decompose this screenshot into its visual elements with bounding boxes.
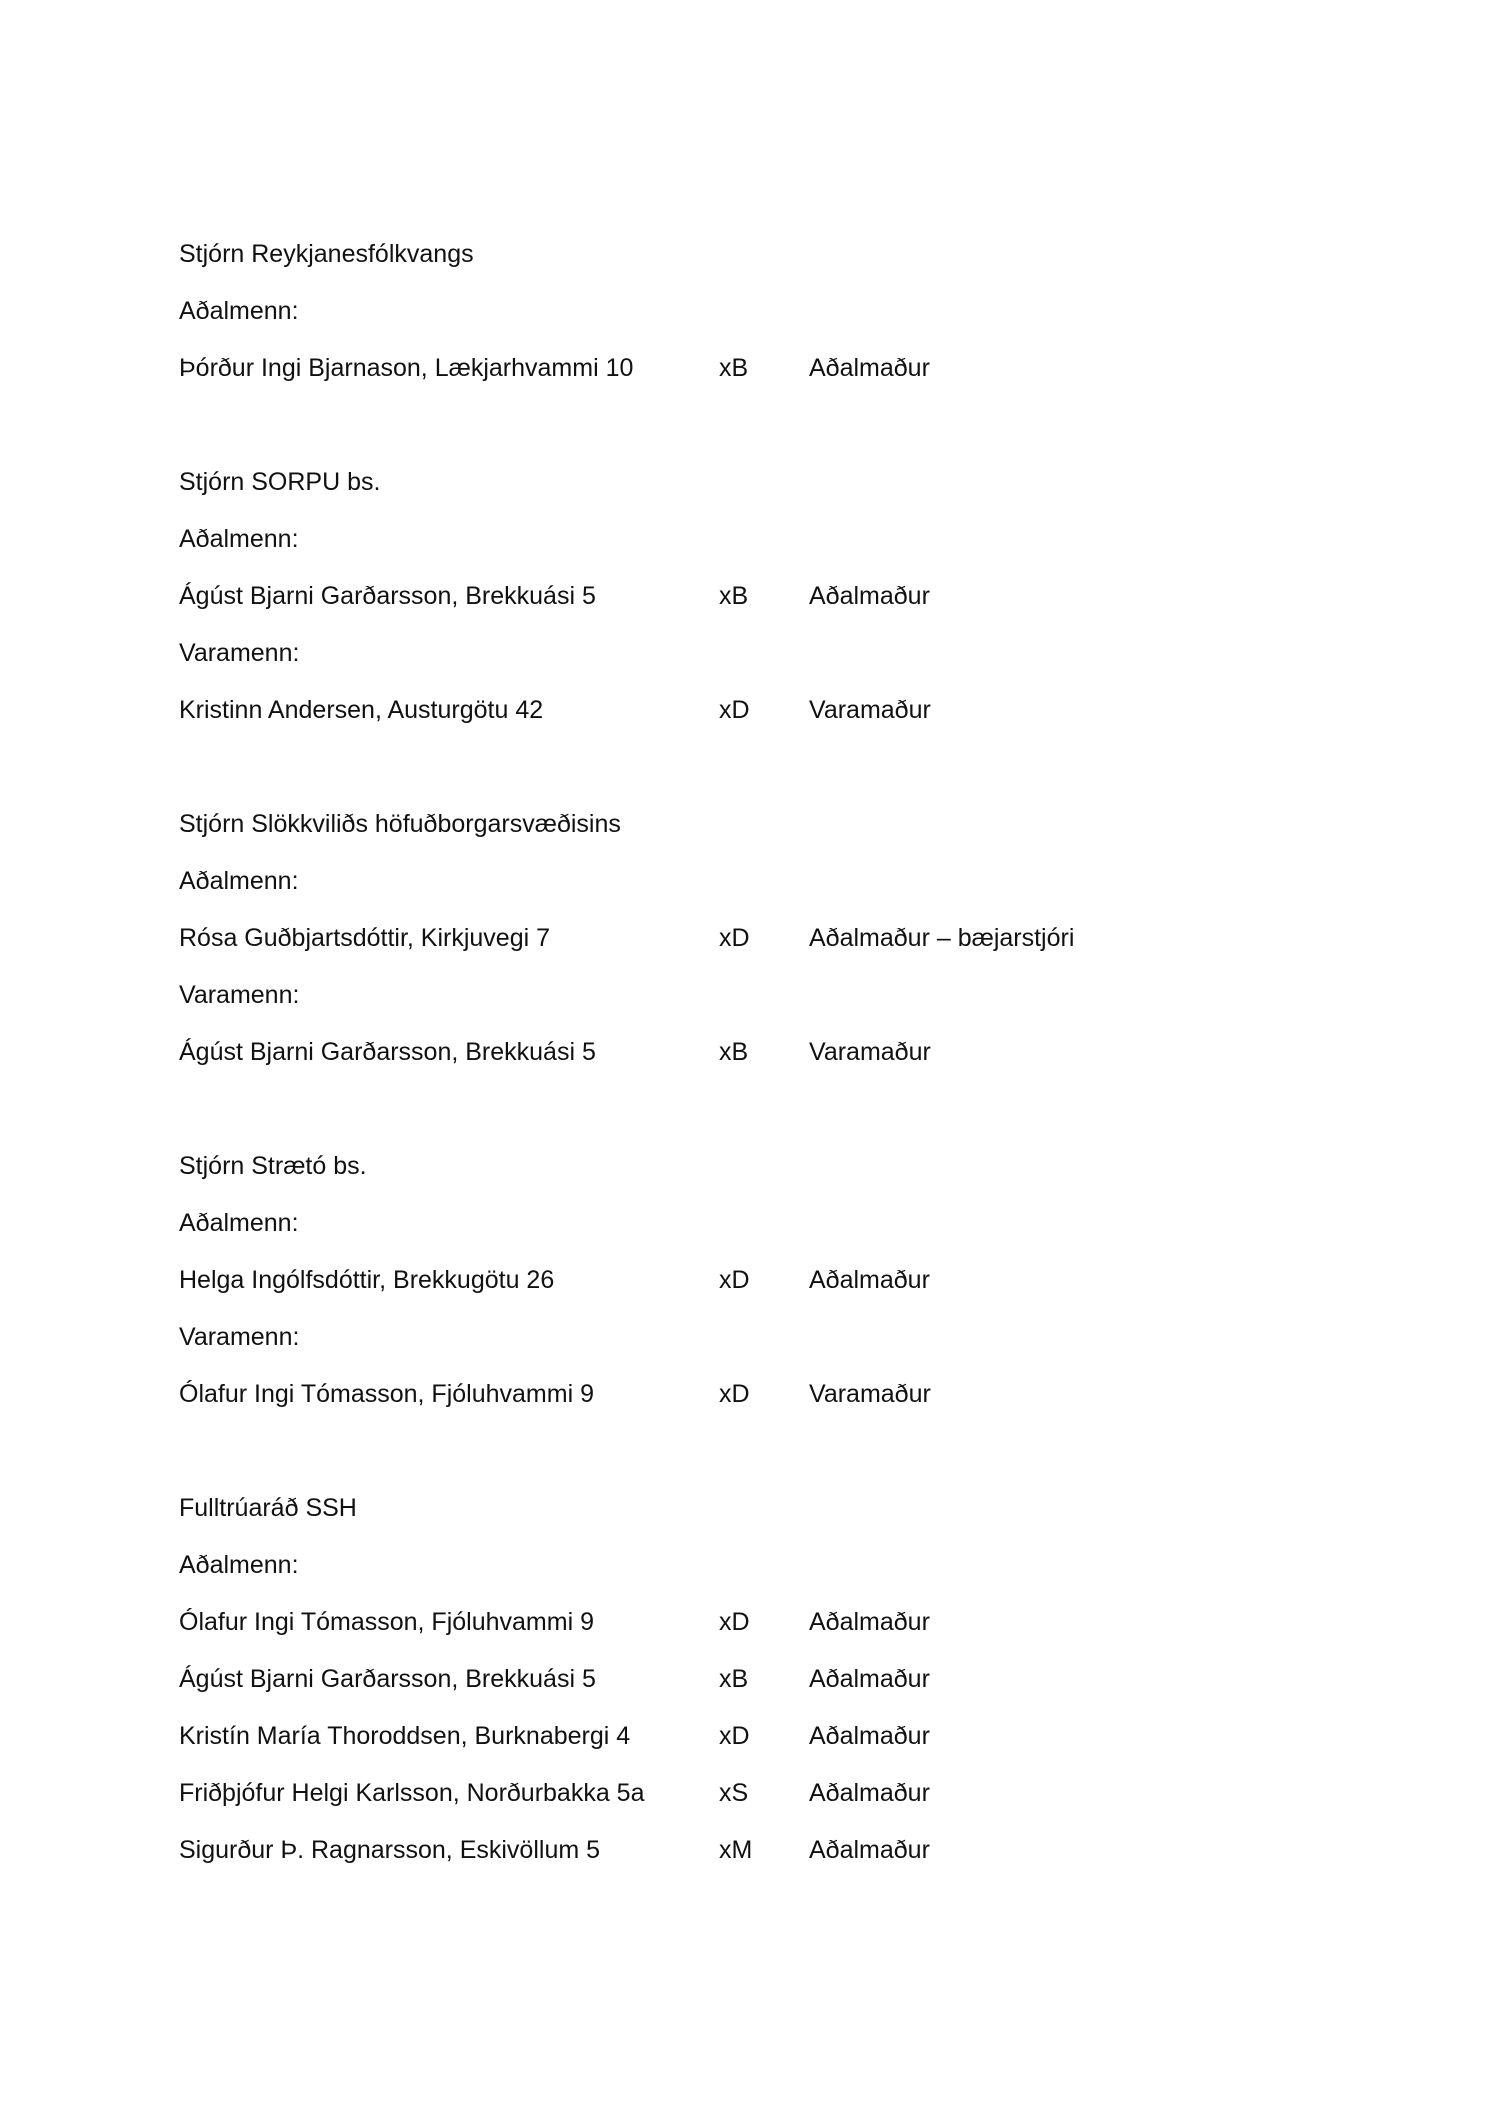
member-name: Ólafur Ingi Tómasson, Fjóluhvammi 9: [179, 1608, 594, 1636]
member-role: Varamaður: [809, 1038, 931, 1066]
member-party: xM: [719, 1836, 753, 1864]
group-label-text: Aðalmenn:: [179, 297, 299, 325]
member-name: Sigurður Þ. Ragnarsson, Eskivöllum 5: [179, 1836, 601, 1864]
section-title-text: Stjórn Reykjanesfólkvangs: [179, 240, 474, 268]
member-role: Aðalmaður: [809, 1665, 930, 1693]
member-name: Ágúst Bjarni Garðarsson, Brekkuási 5: [179, 582, 596, 610]
member-name: Ágúst Bjarni Garðarsson, Brekkuási 5: [179, 1038, 596, 1066]
member-party: xD: [719, 1722, 750, 1750]
group-label-text: Aðalmenn:: [179, 867, 299, 895]
member-party: xD: [719, 1266, 750, 1294]
member-role: Aðalmaður: [809, 1608, 930, 1636]
member-party: xB: [719, 354, 749, 382]
member-name: Ólafur Ingi Tómasson, Fjóluhvammi 9: [179, 1380, 594, 1408]
member-name: Friðþjófur Helgi Karlsson, Norðurbakka 5a: [179, 1779, 645, 1807]
member-party: xB: [719, 1038, 749, 1066]
group-label-text: Varamenn:: [179, 1323, 300, 1351]
member-name: Helga Ingólfsdóttir, Brekkugötu 26: [179, 1266, 555, 1294]
group-label-text: Aðalmenn:: [179, 1551, 299, 1579]
member-role: Aðalmaður: [809, 354, 930, 382]
member-party: xD: [719, 696, 750, 724]
section-title-text: Fulltrúaráð SSH: [179, 1494, 357, 1522]
group-label-text: Varamenn:: [179, 639, 300, 667]
member-role: Aðalmaður – bæjarstjóri: [809, 924, 1075, 952]
member-role: Aðalmaður: [809, 1266, 930, 1294]
member-role: Aðalmaður: [809, 1779, 930, 1807]
section-title-text: Stjórn Strætó bs.: [179, 1152, 367, 1180]
member-party: xB: [719, 582, 749, 610]
member-name: Rósa Guðbjartsdóttir, Kirkjuvegi 7: [179, 924, 551, 952]
member-role: Aðalmaður: [809, 1722, 930, 1750]
member-role: Varamaður: [809, 696, 931, 724]
member-party: xD: [719, 1608, 750, 1636]
member-role: Aðalmaður: [809, 1836, 930, 1864]
member-role: Aðalmaður: [809, 582, 930, 610]
member-name: Kristín María Thoroddsen, Burknabergi 4: [179, 1722, 631, 1750]
member-party: xD: [719, 924, 750, 952]
group-label-text: Aðalmenn:: [179, 525, 299, 553]
member-name: Þórður Ingi Bjarnason, Lækjarhvammi 10: [179, 354, 634, 382]
section-title-text: Stjórn SORPU bs.: [179, 468, 381, 496]
member-name: Ágúst Bjarni Garðarsson, Brekkuási 5: [179, 1665, 596, 1693]
group-label-text: Varamenn:: [179, 981, 300, 1009]
group-label-text: Aðalmenn:: [179, 1209, 299, 1237]
member-role: Varamaður: [809, 1380, 931, 1408]
section-title-text: Stjórn Slökkviliðs höfuðborgarsvæðisins: [179, 810, 621, 838]
member-party: xS: [719, 1779, 749, 1807]
member-name: Kristinn Andersen, Austurgötu 42: [179, 696, 544, 724]
member-party: xD: [719, 1380, 750, 1408]
member-party: xB: [719, 1665, 749, 1693]
